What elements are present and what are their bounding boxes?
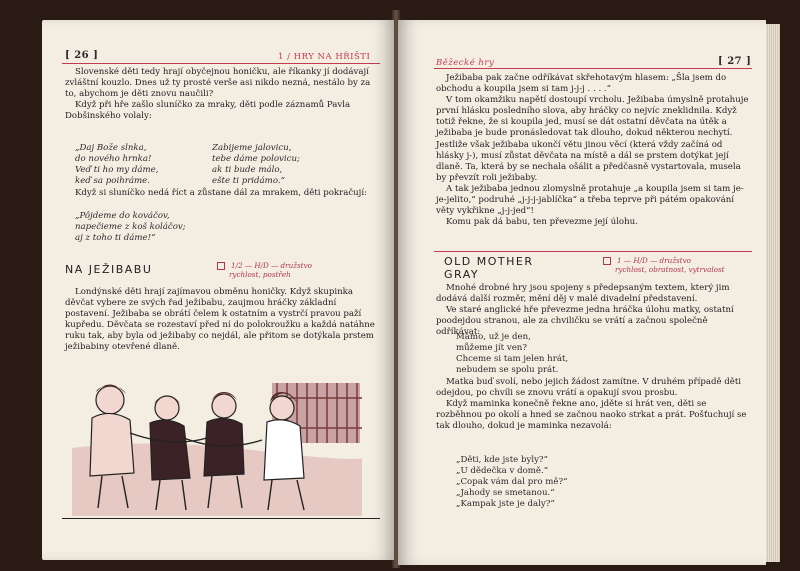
- game-description: [65, 287, 379, 354]
- poem-stanza-2: [75, 211, 186, 244]
- poem-left-column: [75, 143, 158, 187]
- poem-line: keď sa poihráme.: [75, 176, 150, 187]
- rhyme-block-2: [456, 455, 567, 510]
- paragraph: A tak ježibaba jednou zlomyslně protahuje „a koupila jsem si tam je-je-jelito,“ podruhé „j-j-j-jablíčka“ a třeba teprve při pátém opakování věty vykřikne „j-j-jed“!: [436, 183, 744, 217]
- rhyme-line: „Copak vám dal pro mě?“: [456, 477, 568, 488]
- paragraph: V tom okamžiku napětí dostoupí vrcholu. Ježibaba úmyslně protahuje první hlásku posledního slova, aby hráčky co nejvíc zneklidnila. Když totiž řekne, že si koupila jed, musí se dát ostatní děvčata na útěk a ježibaba je bude pronásledovat tak dlouho, dokud některou nechytí. Jestliže však ježibaba ukončí větu jinou věcí (která vždy začíná od hlásky j-), musí zůstat děvčata na místě a dál se prstem dotýkat její dlaně. Ta, která by se nechala ošálit a předčasně vystartovala, musela by převzít roli ježibaby.: [436, 95, 749, 183]
- rhyme-line: Mámo, už je den,: [456, 332, 531, 342]
- header-rule: [434, 68, 752, 69]
- bottom-rule: [62, 518, 380, 519]
- poem-line: ešte ti pridámo.“: [212, 176, 285, 187]
- paragraph: Mnohé drobné hry jsou spojeny s předepsaným textem, který jim dodává další rozměr, mění děj v malé divadelní představení.: [436, 283, 730, 305]
- game-meta-line: rychlost, postřeh: [229, 270, 291, 279]
- right-running-header: Běžecké hry: [436, 58, 495, 68]
- game-meta: [603, 256, 725, 274]
- header-rule: [62, 63, 380, 64]
- poem-line: tebe dáme polovicu;: [212, 154, 300, 165]
- poem-line: „Pôjdeme do kováčov,: [75, 211, 170, 221]
- right-page-number: [ 27 ]: [718, 56, 752, 67]
- paragraph: Ježibaba pak začne odříkávat skřehotavým hlasem: „Šla jsem do obchodu a koupila jsem si tam j-j-j . . . .“: [436, 73, 727, 95]
- poem-line: aj z toho ti dáme!“: [75, 233, 156, 244]
- rhyme-line: „Kampak jste je daly?“: [456, 499, 555, 510]
- children-playing-illustration: [72, 378, 362, 516]
- poem-line: do nového hrnka!: [75, 154, 152, 165]
- poem-line: Veď ti ho my dáme,: [75, 165, 159, 176]
- poem-line: ak ti bude málo,: [212, 165, 283, 176]
- rhyme-line: „Děti, kde jste byly?“: [456, 455, 548, 465]
- right-game-description: [436, 283, 752, 338]
- paragraph: Když si sluníčko nedá říct a zůstane dál za mrakem, děti pokračují:: [75, 188, 367, 198]
- section-title-na-jezibabu: NA JEŽIBABU: [65, 263, 153, 276]
- paragraph: Londýnské děti hrají zajímavou obměnu honičky. Když skupinka děvčat vybere ze svých řad ježibabu, zaujmou hráčky základní postavení. Ježibaba se obrátí čelem k ostatním a vystrčí pravou paží kupředu. Děvčata se rozestaví před ní do polokroužku a každá natáhne ruku tak, aby byla od ježibaby co nejdál, ale přitom se dotýkala prstem ježibabiny otevřené dlaně.: [65, 287, 375, 353]
- game-meta-line: 1 — H/D — družstvo: [617, 256, 691, 265]
- right-top-text: [436, 73, 752, 228]
- checkbox-icon: [217, 262, 225, 270]
- right-middle-text: [436, 377, 752, 432]
- game-meta-line: 1/2 — H/D — družstvo: [231, 261, 312, 270]
- paragraph: Když při hře zašlo sluníčko za mraky, děti podle záznamů Pavla Dobšinského volaly:: [65, 100, 351, 122]
- rhyme-block-1: [456, 332, 568, 376]
- left-page-number: [ 26 ]: [65, 50, 99, 61]
- game-meta-line: rychlost, obratnost, vytrvalost: [615, 265, 725, 274]
- paragraph: Ve staré anglické hře převezme jedna hráčka úlohu matky, ostatní poodejdou stranou, ale za chviličku se vrátí a začnou společně odříkávat:: [436, 305, 734, 338]
- paragraph: Matka buď svolí, nebo jejich žádost zamítne. V druhém případě děti odejdou, po chvíli se znovu vrátí a opakují svou prosbu.: [436, 377, 742, 399]
- left-page: [42, 20, 394, 560]
- poem-line: napečieme z koš koláčov;: [75, 222, 186, 233]
- paragraph: Slovenské děti tedy hrají obyčejnou honičku, ale říkanky jí dodávají zvláštní kouzlo. Dnes už ty prosté verše asi nikdo nezná, nestálo by za to, abychom je děti znovu naučili?: [65, 67, 371, 100]
- paragraph: Když maminka konečně řekne ano, jděte si hrát ven, děti se rozběhnou po okolí a hned se začnou naoko strkat a prát. Pošťuchují se tak dlouho, dokud je maminka nezavolá:: [436, 399, 747, 432]
- rhyme-line: „Jahody se smetanou.“: [456, 488, 555, 499]
- left-after-poem: [65, 188, 379, 199]
- game-meta: [217, 261, 312, 279]
- poem-line: Zabijeme jalovicu,: [212, 143, 292, 153]
- poem-right-column: [212, 143, 300, 187]
- rhyme-line: nebudem se spolu prát.: [456, 365, 559, 376]
- right-page: [398, 20, 766, 565]
- left-running-header: 1 / HRY NA HŘIŠTI: [278, 52, 371, 62]
- poem-line: „Daj Bože slnka,: [75, 143, 147, 153]
- left-intro-text: [65, 67, 379, 122]
- rhyme-line: Chceme si tam jelen hrát,: [456, 354, 569, 365]
- checkbox-icon: [603, 257, 611, 265]
- rhyme-line: můžeme jít ven?: [456, 343, 527, 354]
- page-edges: [766, 24, 780, 562]
- title-line: OLD MOTHER: [444, 255, 534, 268]
- section-title-old-mother-gray: [444, 255, 534, 281]
- section-rule: [434, 251, 752, 252]
- rhyme-line: „U dědečka v domě.“: [456, 466, 549, 477]
- paragraph: Komu pak dá babu, ten převezme její úlohu.: [446, 217, 638, 228]
- title-line: GRAY: [444, 268, 480, 281]
